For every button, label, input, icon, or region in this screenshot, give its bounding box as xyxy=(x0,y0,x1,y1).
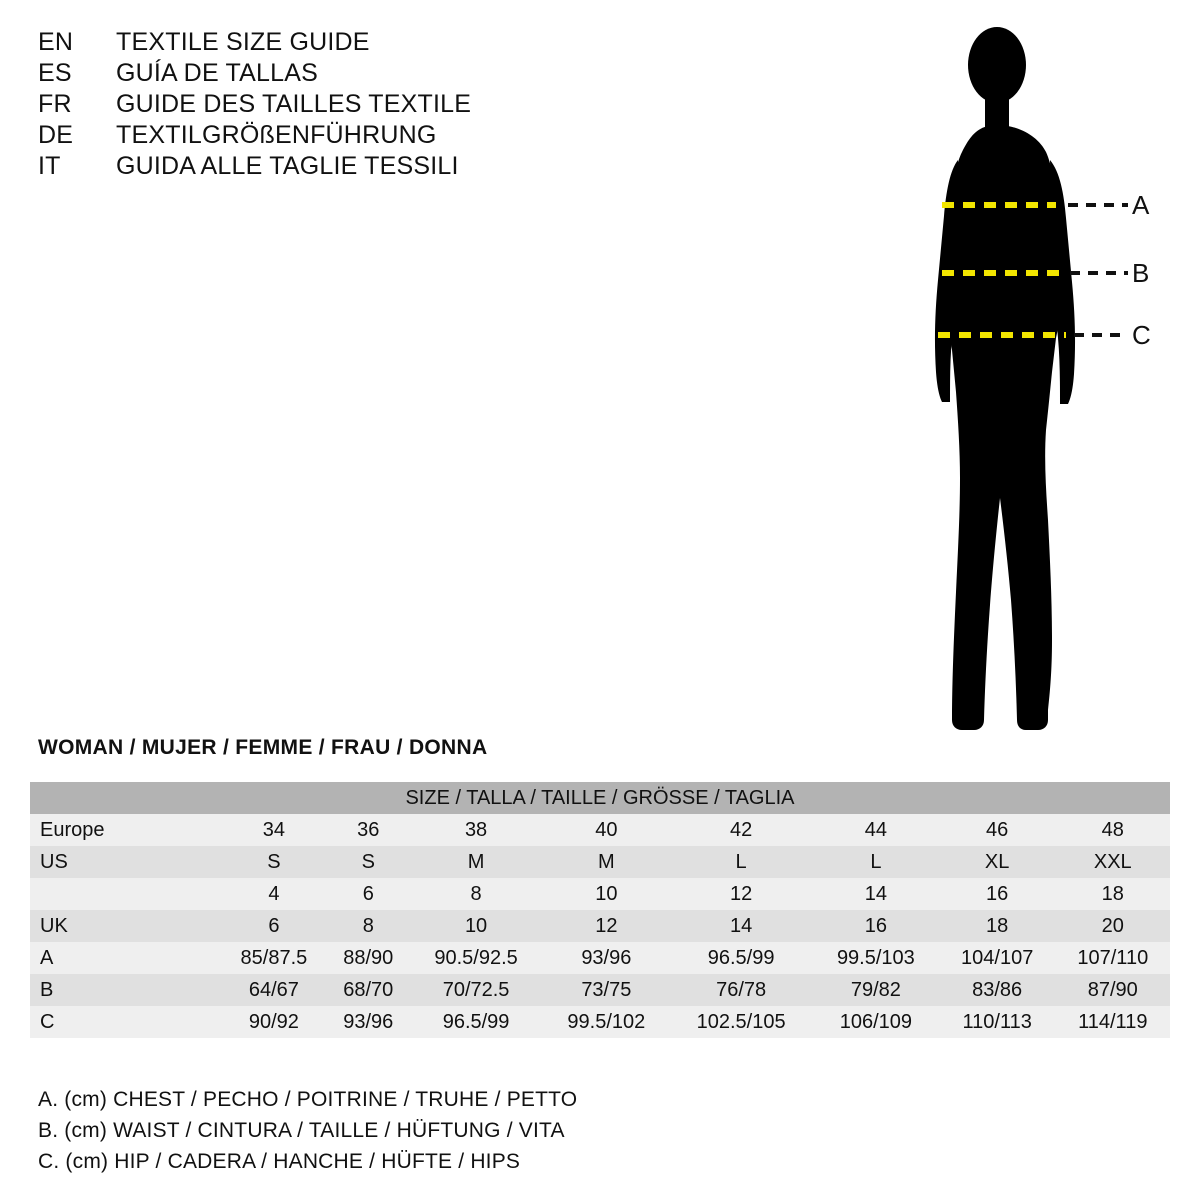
cell-uk-3: 12 xyxy=(543,910,669,942)
row-label-b: B xyxy=(30,974,220,1006)
cell-c-5: 106/109 xyxy=(813,1006,939,1038)
cell-a-3: 93/96 xyxy=(543,942,669,974)
language-code-de: DE xyxy=(38,121,74,149)
cell-a-2: 90.5/92.5 xyxy=(409,942,544,974)
legend-row-a: A. (cm) CHEST / PECHO / POITRINE / TRUHE / PETTO xyxy=(38,1088,578,1111)
cell-usnum-1: 6 xyxy=(328,878,409,910)
measure-label-c: C xyxy=(1132,320,1151,350)
legend-row-b: B. (cm) WAIST / CINTURA / TAILLE / HÜFTUNG / VITA xyxy=(38,1119,565,1142)
language-code-fr: FR xyxy=(38,90,72,118)
cell-us-0: S xyxy=(220,846,328,878)
cell-c-0: 90/92 xyxy=(220,1006,328,1038)
cell-uk-2: 10 xyxy=(409,910,544,942)
cell-us-2: M xyxy=(409,846,544,878)
table-row xyxy=(30,942,1170,974)
table-row xyxy=(30,910,1170,942)
cell-usnum-5: 14 xyxy=(813,878,939,910)
cell-us-6: XL xyxy=(939,846,1056,878)
cell-a-6: 104/107 xyxy=(939,942,1056,974)
cell-europe-0: 34 xyxy=(220,814,328,846)
table-row xyxy=(30,974,1170,1006)
legend-row-c: C. (cm) HIP / CADERA / HANCHE / HÜFTE / HIPS xyxy=(38,1150,521,1173)
cell-usnum-3: 10 xyxy=(543,878,669,910)
language-row-de xyxy=(38,121,598,152)
cell-uk-6: 18 xyxy=(939,910,1056,942)
cell-usnum-0: 4 xyxy=(220,878,328,910)
cell-b-3: 73/75 xyxy=(543,974,669,1006)
cell-uk-4: 14 xyxy=(669,910,813,942)
table-header-row xyxy=(30,782,1170,814)
language-text-en: TEXTILE SIZE GUIDE xyxy=(116,28,370,56)
cell-a-1: 88/90 xyxy=(328,942,409,974)
cell-a-4: 96.5/99 xyxy=(669,942,813,974)
cell-c-6: 110/113 xyxy=(939,1006,1056,1038)
row-label-c: C xyxy=(30,1006,220,1038)
language-row-es xyxy=(38,59,598,90)
cell-us-4: L xyxy=(669,846,813,878)
female-silhouette-icon xyxy=(880,20,1180,740)
table-row xyxy=(30,1006,1170,1038)
language-row-fr xyxy=(38,90,598,121)
row-label-us-numeric xyxy=(30,878,220,910)
cell-c-7: 114/119 xyxy=(1056,1006,1170,1038)
language-text-fr: GUIDE DES TAILLES TEXTILE xyxy=(116,90,472,118)
cell-europe-7: 48 xyxy=(1056,814,1170,846)
row-label-us: US xyxy=(30,846,220,878)
cell-b-7: 87/90 xyxy=(1056,974,1170,1006)
table-row xyxy=(30,846,1170,878)
cell-b-4: 76/78 xyxy=(669,974,813,1006)
cell-us-5: L xyxy=(813,846,939,878)
cell-usnum-7: 18 xyxy=(1056,878,1170,910)
cell-europe-5: 44 xyxy=(813,814,939,846)
cell-europe-1: 36 xyxy=(328,814,409,846)
body-measurement-figure xyxy=(880,20,1180,740)
cell-c-4: 102.5/105 xyxy=(669,1006,813,1038)
language-row-it xyxy=(38,152,598,183)
cell-europe-6: 46 xyxy=(939,814,1056,846)
cell-usnum-4: 12 xyxy=(669,878,813,910)
language-text-it: GUIDA ALLE TAGLIE TESSILI xyxy=(116,152,459,180)
cell-a-5: 99.5/103 xyxy=(813,942,939,974)
language-text-es: GUÍA DE TALLAS xyxy=(116,59,318,87)
size-table xyxy=(30,782,1170,1038)
cell-usnum-6: 16 xyxy=(939,878,1056,910)
cell-us-3: M xyxy=(543,846,669,878)
cell-uk-5: 16 xyxy=(813,910,939,942)
cell-uk-0: 6 xyxy=(220,910,328,942)
language-code-it: IT xyxy=(38,152,61,180)
language-code-es: ES xyxy=(38,59,72,87)
cell-a-0: 85/87.5 xyxy=(220,942,328,974)
table-header-label: SIZE / TALLA / TAILLE / GRÖSSE / TAGLIA xyxy=(30,782,1170,814)
language-code-en: EN xyxy=(38,28,74,56)
row-label-a: A xyxy=(30,942,220,974)
cell-c-1: 93/96 xyxy=(328,1006,409,1038)
cell-europe-2: 38 xyxy=(409,814,544,846)
cell-a-7: 107/110 xyxy=(1056,942,1170,974)
cell-europe-4: 42 xyxy=(669,814,813,846)
cell-c-3: 99.5/102 xyxy=(543,1006,669,1038)
cell-us-7: XXL xyxy=(1056,846,1170,878)
row-label-europe: Europe xyxy=(30,814,220,846)
row-label-uk: UK xyxy=(30,910,220,942)
language-title-block xyxy=(38,28,598,183)
cell-us-1: S xyxy=(328,846,409,878)
cell-uk-7: 20 xyxy=(1056,910,1170,942)
cell-b-6: 83/86 xyxy=(939,974,1056,1006)
cell-b-0: 64/67 xyxy=(220,974,328,1006)
measurement-legend xyxy=(38,1088,738,1181)
cell-usnum-2: 8 xyxy=(409,878,544,910)
cell-c-2: 96.5/99 xyxy=(409,1006,544,1038)
cell-europe-3: 40 xyxy=(543,814,669,846)
table-row xyxy=(30,878,1170,910)
language-text-de: TEXTILGRÖßENFÜHRUNG xyxy=(116,121,437,149)
cell-b-1: 68/70 xyxy=(328,974,409,1006)
measure-label-a: A xyxy=(1132,190,1150,220)
measure-label-b: B xyxy=(1132,258,1150,288)
language-row-en xyxy=(38,28,598,59)
cell-b-2: 70/72.5 xyxy=(409,974,544,1006)
cell-uk-1: 8 xyxy=(328,910,409,942)
section-caption-woman: WOMAN / MUJER / FEMME / FRAU / DONNA xyxy=(38,736,488,759)
table-row xyxy=(30,814,1170,846)
cell-b-5: 79/82 xyxy=(813,974,939,1006)
